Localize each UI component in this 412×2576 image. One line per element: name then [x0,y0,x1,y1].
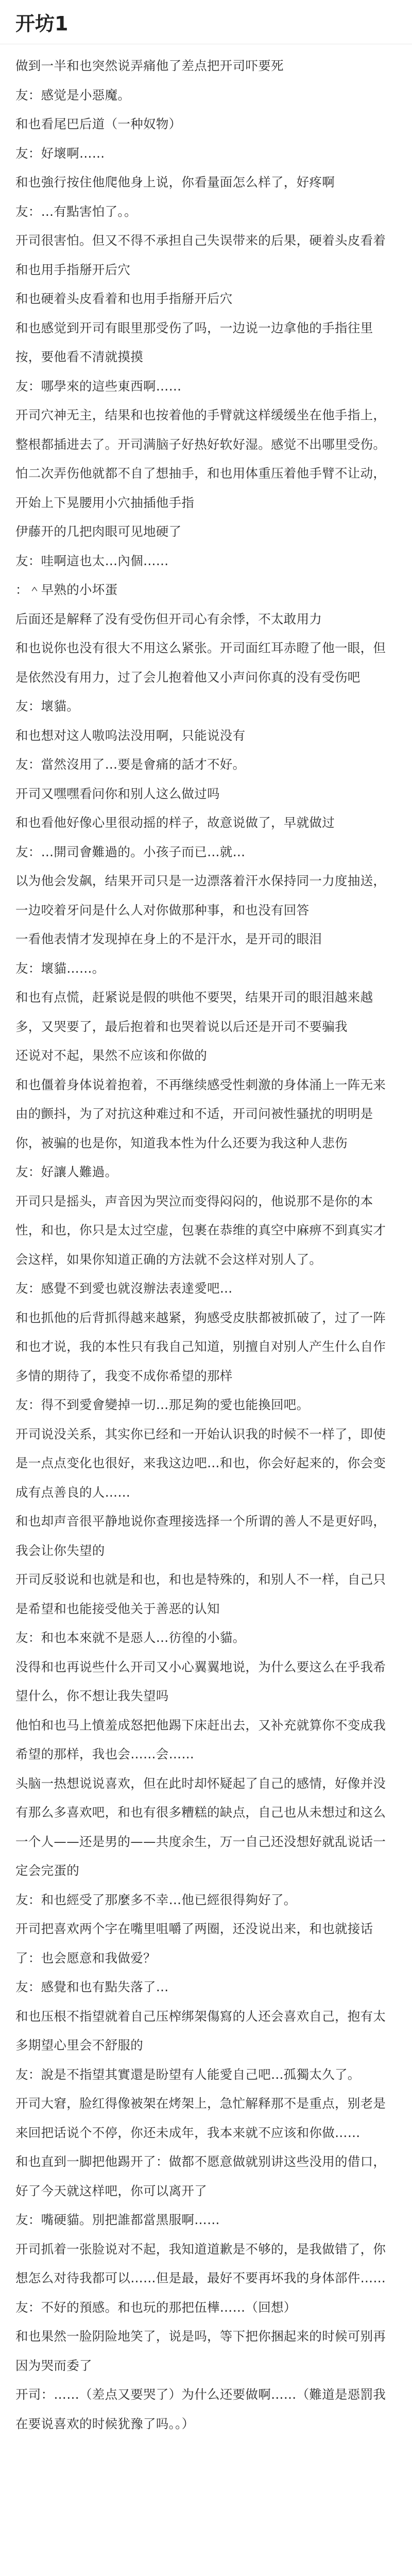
paragraph: 友：和也經受了那麼多不幸…他已經很得夠好了。 [15,1892,297,1907]
paragraph: 和也看他好像心里很动摇的样子，故意说做了，早就做过 [15,815,335,830]
paragraph: 和也有点慌，赶紧说是假的哄他不要哭，结果开司的眼泪越来越多，又哭要了，最后抱着和也哭着说以后还是开司不要骗我 [15,990,373,1034]
paragraph: 友：壞貓……。 [15,960,105,976]
paragraph: 开司把喜欢两个字在嘴里咀嚼了两圈，还没说出来，和也就接话了：也会愿意和我做爱？ [15,1921,373,1965]
paragraph: 开司抓着一张脸说对不起，我知道道歉是不够的，是我做错了，你想怎么对待我都可以……但是最，最好不要再坏我的身体部件…… [15,2241,386,2285]
paragraph: 和也僵着身体说着抱着，不再继续感受性刺激的身体涌上一阵无来由的颤抖，为了对抗这种难过和不适，开司问被性骚扰的明明是你，被骗的也是你，知道我本性为什么还要为我这种人悲伤 [15,1077,386,1150]
paragraph: 友：好讓人難過。 [15,1164,118,1179]
paragraph: 和也直到一脚把他踢开了：做都不愿意做就别讲这些没用的借口，好了今天就这样吧，你可以离开了 [15,2154,386,2198]
paragraph: 友：當然沒用了…要是會痛的話才不好。 [15,757,246,772]
paragraph: 和也看尾巴后道（一种奴物） [15,116,182,131]
paragraph: 和也却声音很平静地说你查理接选择一个所谓的善人不是更好吗，我会让你失望的 [15,1514,386,1558]
paragraph: 开司大窘，脸红得像被架在烤架上，急忙解释那不是重点，别老是来回把话说个不停，你还未成年，我本来就不应该和你做…… [15,2096,386,2140]
paragraph: 友：…有點害怕了。。 [15,204,137,219]
paragraph: 开司穴神无主，结果和也按着他的手臂就这样缓缓坐在他手指上，整根都插进去了。开司满脑子好热好软好湿。感觉不出哪里受伤。怕二次弄伤他就都不自了想抽手，和也用体重压着他手臂不让动，开始上下晃腰用小穴抽插他手指 [15,408,386,510]
paragraph: 和也想对这人嗷呜法没用啊，只能说没有 [15,727,246,743]
paragraph: 和也抓他的后背抓得越来越紧，狗感受皮肤都被抓破了，过了一阵和也才说，我的本性只有我自己知道，别擅自对别人产生什么自作多情的期待了，我变不成你希望的那样 [15,1310,386,1383]
paragraph: 开司反驳说和也就是和也，和也是特殊的，和别人不一样，自己只是希望和也能接受他关于善恶的认知 [15,1572,386,1616]
paragraph: 友：哇啊這也太…內個…… [15,553,169,568]
paragraph: 友：說是不指望其實還是盼望有人能愛自己吧…孤獨太久了。 [15,2066,360,2082]
paragraph: 友：嘴硬貓。別把誰都當黑服啊…… [15,2212,220,2227]
paragraph: 开司很害怕。但又不得不承担自己失误带来的后果，硬着头皮看着和也用手指掰开后穴 [15,233,386,277]
paragraph: 和也硬着头皮看着和也用手指掰开后穴 [15,291,233,306]
paragraph: 友：得不到愛會變掉一切…那足夠的愛也能換回吧。 [15,1397,310,1412]
paragraph: 友：不好的預感。和也玩的那把伍樺……（回想） [15,2299,297,2315]
paragraph: 和也说你也没有很大不用这么紧张。开司面红耳赤瞪了他一眼，但是依然没有用力，过了会儿抱着他又小声问你真的没有受伤吧 [15,640,386,685]
paragraph: 和也压根不指望就着自己压榨绑架傷寫的人还会喜欢自己，抱有太多期望心里会不舒服的 [15,2008,386,2053]
paragraph: 没得和也再说些什么开司又小心翼翼地说，为什么要这么在乎我希望什么，你不想让我失望吗 [15,1659,386,1703]
paragraph: 和也果然一脸阴险地笑了，说是吗，等下把你捆起来的时候可别再因为哭而委了 [15,2329,386,2373]
paragraph: 做到一半和也突然说弄痛他了差点把开司吓要死 [15,58,284,73]
paragraph: 开司：……（差点又要哭了）为什么还要做啊……（難道是惡罰我在要说喜欢的时候犹豫了吗。。） [15,2387,386,2431]
paragraph: 开司只是摇头，声音因为哭泣而变得闷闷的，他说那不是你的本性，和也，你只是太过空虚，包裹在恭维的真空中麻痹不到真实才会这样，如果你知道正确的方法就不会这样对别人了。 [15,1193,386,1267]
paragraph: ：＾早熟的小坏蛋 [15,582,118,597]
paragraph: 以为他会发飙，结果开司只是一边漂落着汗水保持同一力度抽送，一边咬着牙问是什么人对你做那种事，和也没有回答 [15,873,386,918]
paragraph: 伊藤开的几把肉眼可见地硬了 [15,524,182,539]
paragraph: 友：感覺不到愛也就沒辦法表達愛吧… [15,1281,233,1296]
paragraph: 还说对不起，果然不应该和你做的 [15,1048,207,1063]
paragraph: 友：…開司會難過的。小孩子而已…就… [15,844,246,859]
header [0,0,412,44]
paragraph: 友：和也本來就不是惡人…彷徨的小貓。 [15,1630,246,1645]
page-title: 开坊1 [15,12,68,35]
paragraph: 友：壞貓。 [15,699,79,714]
article-body [0,44,412,2438]
paragraph: 开司又嘿嘿看问你和别人这么做过吗 [15,786,220,801]
paragraph: 一看他表情才发现掉在身上的不是汗水，是开司的眼泪 [15,931,322,946]
paragraph: 友：感觉是小惡魔。 [15,87,131,103]
paragraph: 友：好壞啊…… [15,145,105,161]
paragraph: 后面还是解释了没有受伤但开司心有余悸，不太敢用力 [15,611,322,626]
paragraph: 友：感覺和也有點失落了… [15,1979,169,1994]
paragraph: 开司说没关系，其实你已经和一开始认识我的时候不一样了，即使是一点点变化也很好，来我这边吧…和也，你会好起来的，你会变成有点善良的人…… [15,1426,386,1500]
paragraph: 友：哪學來的這些東西啊…… [15,378,182,394]
paragraph: 和也強行按住他爬他身上说，你看量面怎么样了，好疼啊 [15,175,335,190]
paragraph: 和也感觉到开司有眼里那受伤了吗，一边说一边拿他的手指往里按，要他看不清就摸摸 [15,320,373,364]
paragraph: 头脑一热想说说喜欢，但在此时却怀疑起了自己的感情，好像并没有那么多喜欢吧，和也有很多糟糕的缺点，自己也从未想过和这么一个人——还是男的——共度余生，万一自己还没想好就乱说话一定会完蛋的 [15,1775,386,1878]
paragraph: 他怕和也马上憤羞成怒把他踢下床赶出去，又补充就算你不变成我希望的那样，我也会……会…… [15,1717,386,1761]
